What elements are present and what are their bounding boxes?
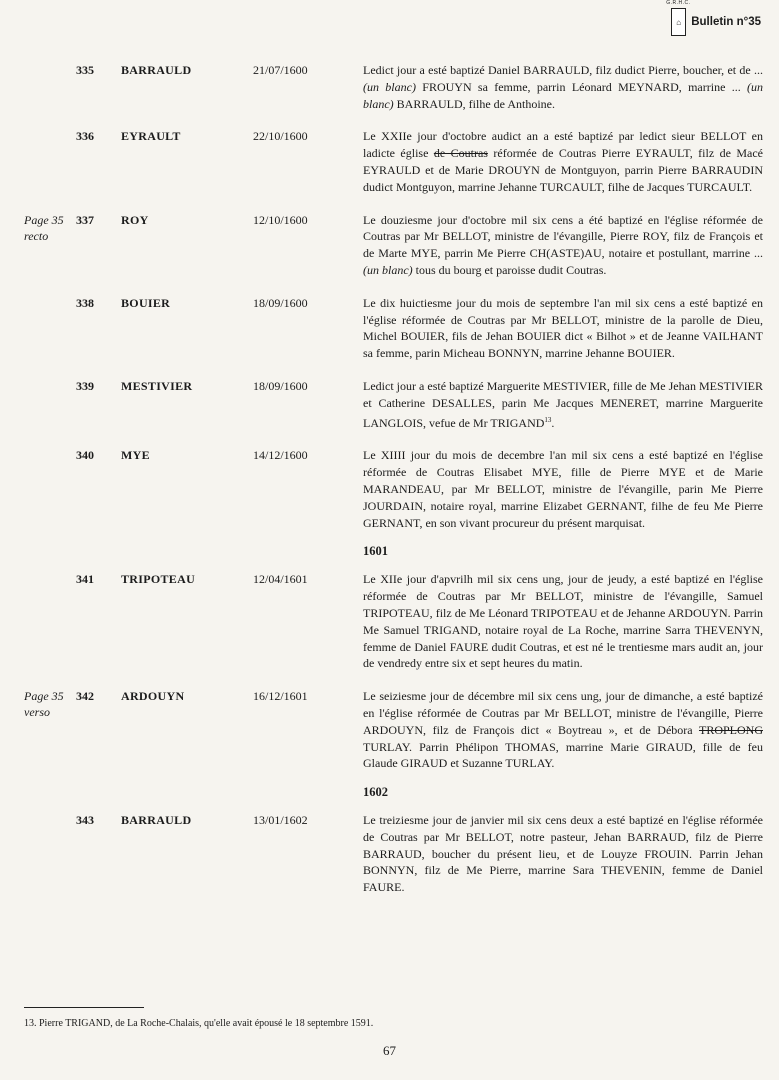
margin-note: Page 35 verso	[24, 689, 64, 720]
entry-text: Le seiziesme jour de décembre mil six cens ung, jour de dimanche, a esté baptizé en l'église réformée de Coutras par Mr BELLOT, ministre de l'évangille, Pierre ARDOUYN, filz de François dict « Boytreau », et de Débora TROPLONG TURLAY. Parrin Phélipon THOMAS, marrine Marie GIRAUD, fille de feu Glaude GIRAUD et Suzanne TURLAY.	[363, 689, 763, 771]
entry-date: 21/07/1600	[253, 63, 308, 77]
baptism-register	[24, 62, 764, 912]
entry-date: 18/09/1600	[253, 295, 308, 310]
entry-number: 337	[76, 212, 94, 227]
logo-mark: ⌂	[676, 17, 682, 27]
entry-number: 341	[76, 572, 94, 587]
footnote: 13. Pierre TRIGAND, de La Roche-Chalais, qu'elle avait épousé le 18 septembre 1591.	[24, 1018, 374, 1029]
entry-number: 339	[76, 378, 94, 393]
entry-surname: TRIPOTEAU	[121, 572, 196, 587]
entry-339	[24, 378, 764, 431]
entry-date: 12/04/1601	[253, 572, 308, 587]
entry-number: 342	[76, 689, 94, 704]
entry-342	[24, 688, 764, 772]
footnote-divider	[24, 1007, 144, 1008]
year-heading: 1601	[363, 544, 388, 559]
entry-341	[24, 571, 764, 672]
entry-text: Le XIIe jour d'apvrilh mil six cens ung, jour de jeudy, a esté baptizé en l'église réformée de Coutras par Mr BELLOT, ministre de l'évangille, Samuel TRIPOTEAU, filz de Me Léonard TRIPOTEAU et de Jehanne ARDOUYN. Parrin Me Samuel TRIGAND, notaire royal de La Roche, marrine Sarra THEVENYN, femme de Daniel FAURE dudit Coutras, et est né le trentiesme mars audit an, jour de vendredy entre six et sept heures du matin.	[363, 572, 763, 671]
entry-number: 336	[76, 129, 94, 144]
entry-date: 12/10/1600	[253, 212, 308, 227]
entry-date: 22/10/1600	[253, 129, 308, 144]
entry-surname: MYE	[121, 448, 150, 463]
entry-text: Le treiziesme jour de janvier mil six cens deux a esté baptizé en l'église réformée de Coutras par Mr BELLOT, notre pasteur, Jehan BARRAUD, filz de Pierre BARRAUD, boucher du présent lieu, et de Louyze FROUIN. Parrin Jehan BONNYN, filz de Me Pierre, marrine Sara THEVENIN, femme de Daniel FAURE.	[363, 813, 763, 895]
struck-text: TROPLONG	[698, 722, 763, 737]
footnote-ref: 13	[544, 415, 552, 424]
entry-338	[24, 295, 764, 362]
entry-number: 343	[76, 813, 94, 828]
entry-text: Le XIIII jour du mois de decembre l'an mil six cens a esté baptizé en l'église réformée de Coutras Elisabet MYE, fille de Pierre MYE et de Marie MARANDEAU, par Mr BELLOT, ministre de l'évangille, parin Me Pierre JOURDAIN, notaire royal, marrine Elizabet GERNANT, filhe de feu Me Pierre GERNANT, en son vivant procureur du présent marquisat.	[363, 448, 763, 530]
year-heading: 1602	[363, 785, 388, 800]
entry-text: Le XXIIe jour d'octobre audict an a esté baptizé par ledict sieur BELLOT en ladicte église de Coutras réformée de Coutras Pierre EYRAULT, filz de Macé EYRAULD et de Marie DROUYN de Montguyon, parrin Pierre BARRAUDIN dudict Montguyon, marrine Jehanne TURCAULT, filhe de Jacques TURCAULT.	[363, 129, 763, 194]
entry-surname: ARDOUYN	[121, 689, 185, 704]
entry-340	[24, 447, 764, 531]
entry-surname: BARRAULD	[121, 63, 192, 77]
entry-text: Ledict jour a esté baptizé Marguerite MESTIVIER, fille de Me Jehan MESTIVIER et Catherine DESALLES, parin Me Jacques MENERET, marrine Marguerite LANGLOIS, vefue de Mr TRIGAND$^{13}$.	[363, 378, 763, 430]
year-heading-1601	[24, 543, 764, 559]
entry-surname: BOUIER	[121, 295, 171, 310]
entry-date: 18/09/1600	[253, 378, 308, 393]
logo-tag: G.R.H.C.	[666, 0, 691, 6]
entry-text: Ledict jour a esté baptizé Daniel BARRAULD, filz dudict Pierre, boucher, et de ... (un blanc) FROUYN sa femme, parrin Léonard MEYNARD, marrine ... (un blanc) BARRAULD, filhe de Anthoine.	[363, 63, 764, 111]
entry-surname: BARRAULD	[121, 813, 192, 828]
entry-number: 338	[76, 295, 94, 310]
margin-note: Page 35 recto	[24, 212, 64, 243]
entry-date: 13/01/1602	[253, 813, 308, 828]
entry-text: Le douziesme jour d'octobre mil six cens a été baptizé en l'église réformée de Coutras par Mr BELLOT, ministre de l'évangille, Pierre ROY, filz de François et de Marte MYE, parrin Me Pierre CH(ASTE)AU, notaire et postullant, marrine ... (un blanc) tous du bourg et paroisse dudit Coutras.	[363, 212, 763, 277]
entry-date: 14/12/1600	[253, 448, 308, 463]
year-heading-1602	[24, 784, 764, 800]
entry-surname: EYRAULT	[121, 129, 181, 144]
bulletin-title: Bulletin n°35	[691, 16, 761, 28]
entry-343	[24, 812, 764, 896]
society-logo-icon	[666, 0, 691, 36]
struck-text: de Coutras	[433, 146, 488, 161]
entry-surname: MESTIVIER	[121, 378, 193, 393]
entry-335	[24, 62, 764, 112]
page-header	[666, 0, 761, 36]
entry-337	[24, 212, 764, 279]
entry-336	[24, 128, 764, 195]
entry-surname: ROY	[121, 212, 149, 227]
entry-text: Le dix huictiesme jour du mois de septembre l'an mil six cens a esté baptizé en l'église réformée de Coutras par Mr BELLOT, ministre de la parolle de Dieu, Michel BOUIER, fils de Jehan BOUIER dict « Bilhot » et de Jeanne VAILHANT sa femme, parin Micheau BONNYN, marrine Jehanne BOUIER.	[363, 295, 763, 361]
entry-number: 340	[76, 448, 94, 463]
entry-number: 335	[76, 63, 94, 77]
page-number: 67	[383, 1043, 396, 1058]
entry-date: 16/12/1601	[253, 689, 308, 704]
